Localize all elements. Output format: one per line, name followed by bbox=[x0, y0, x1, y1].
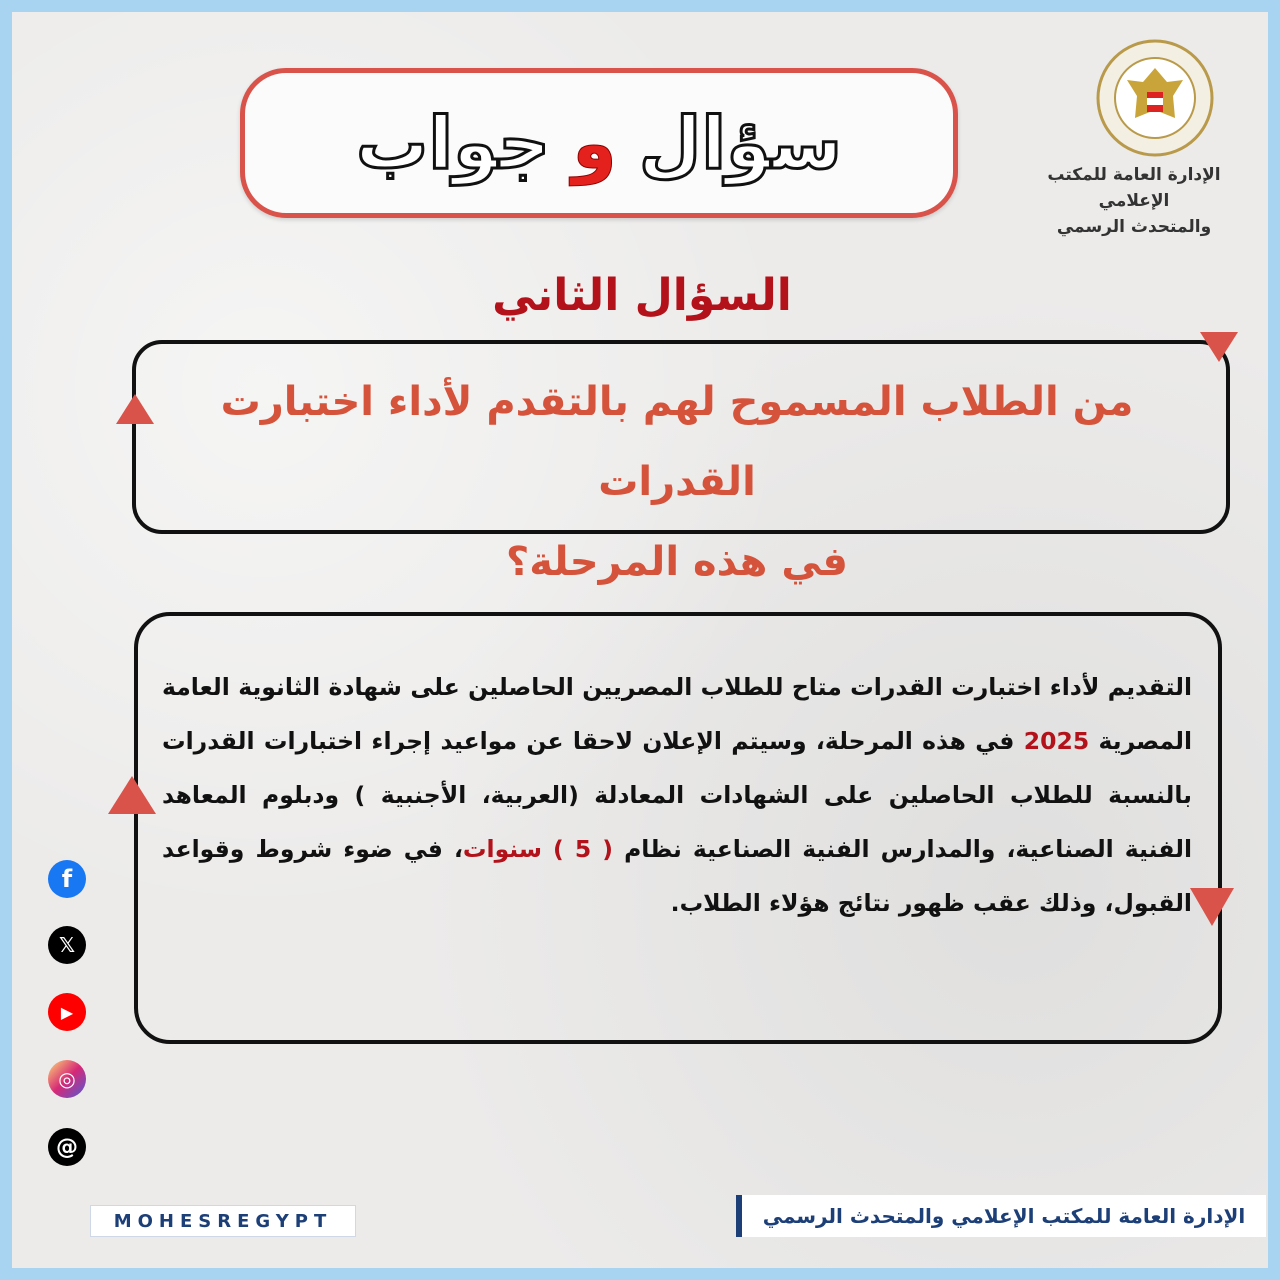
triangle-up-icon bbox=[116, 394, 154, 424]
question-line-1: من الطلاب المسموح لهم بالتقدم لأداء اختبارت القدرات bbox=[220, 379, 1134, 505]
threads-icon[interactable]: @ bbox=[48, 1128, 86, 1166]
x-icon[interactable]: 𝕏 bbox=[48, 926, 86, 964]
department-line-2: والمتحدث الرسمي bbox=[1056, 217, 1212, 237]
question-text bbox=[162, 362, 1192, 602]
handle-label: MOHESREGYPT bbox=[90, 1205, 356, 1237]
post-canvas bbox=[12, 12, 1268, 1268]
youtube-icon[interactable]: ▶ bbox=[48, 993, 86, 1031]
title-and: و bbox=[572, 101, 617, 185]
office-label: الإدارة العامة للمكتب الإعلامي والمتحدث الرسمي bbox=[736, 1195, 1266, 1237]
title-word-question: سؤال bbox=[638, 101, 842, 185]
answer-text bbox=[162, 660, 1192, 930]
triangle-down-icon bbox=[1190, 888, 1234, 926]
answer-part-1: التقديم لأداء اختبارت القدرات متاح للطلاب المصريين الحاصلين على شهادة الثانوية العامة المصرية bbox=[162, 673, 1192, 755]
answer-year: 2025 bbox=[1023, 727, 1090, 755]
answer-years-system: ( 5 ) سنوات bbox=[462, 835, 614, 863]
instagram-icon[interactable]: ◎ bbox=[48, 1060, 86, 1098]
title-banner bbox=[240, 68, 958, 218]
department-name bbox=[1024, 162, 1244, 240]
triangle-down-icon bbox=[1200, 332, 1238, 362]
facebook-icon[interactable]: f bbox=[48, 860, 86, 898]
question-heading: السؤال الثاني bbox=[492, 270, 792, 321]
triangle-up-icon bbox=[108, 776, 156, 814]
answer-part-2: في هذه المرحلة، وسيتم الإعلان لاحقا عن مواعيد إجراء اختبارات القدرات بالنسبة للطلاب الحاصلين على الشهادات المعادلة (العربية، الأجنبية ) ودبلوم المعاهد الفنية الصناعية، والمدارس الفنية الصناعية نظام bbox=[162, 727, 1192, 863]
department-line-1: الإدارة العامة للمكتب الإعلامي bbox=[1047, 165, 1221, 211]
title-word-answer: جواب bbox=[356, 101, 551, 185]
ministry-logo-icon bbox=[1095, 38, 1215, 158]
question-line-2: في هذه المرحلة؟ bbox=[505, 539, 848, 585]
answer-part-3: ، في ضوء شروط وقواعد القبول، وذلك عقب ظهور نتائج هؤلاء الطلاب. bbox=[162, 835, 1192, 917]
